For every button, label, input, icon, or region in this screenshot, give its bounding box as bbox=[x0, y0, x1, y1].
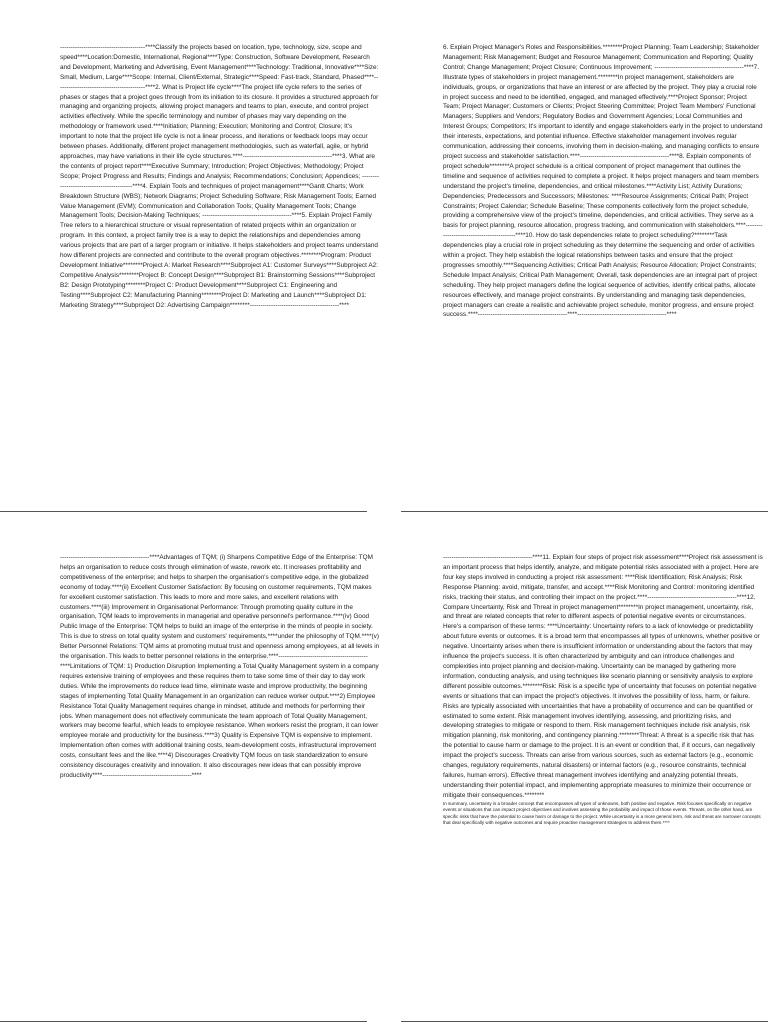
page-divider bbox=[401, 1021, 768, 1022]
page-top-left-text: ----------------------------------------****Classify the projects based on location, type, technology, size, scope and speed****Location:Domestic, International, Regional****Type: Construction, Software Development, Research and Development, Marketing and Advertising, Event Management****Technology: Traditional, Innovative****Size: Small, Medium, Large****Scope: Internal, Client/External, Strategic****Speed: Fast-track, Standard, Phased****------------------------------------------****2. What is Project life cycle****The project life cycle refers to the series of phases or stages that a project goes through from its initiation to its closure. It provides a structured approach for managing and organizing projects, allowing project managers and teams to plan, execute, and control project activities effectively. While the specific terminology and number of phases may vary depending on the methodology or framework used.****Initiation; Planning; Execution; Monitoring and Control; Closure; It's important to note that the project life cycle is not a linear process, and iterations or feedback loops may occur between phases. Additionally, different project management methodologies, such as waterfall, agile, or hybrid approaches, may have variations in their life cycle structures.****------------------------------------------****3. What are the contents of project report****Executive Summary; Introduction; Project Objectives; Methodology; Project Scope; Project Progress and Results; Findings and Analysis; Recommendations; Conclusion; Appendices; ------------------------------------------****4. Explain Tools and techniques of project management****Gantt Charts; Work Breakdown Structure (WBS); Network Diagrams; Project Scheduling Software; Risk Management Tools; Earned Value Management (EVM); Communication and Collaboration Tools; Quality Management Tools; Change Management Tools; Decision-Making Techniques; ------------------------------------------****5. Explain Project Family Tree refers to a hierarchical structure or visual representation of related projects within an organization or program. In this context, a project family tree is a way to depict the relationships and dependencies among various projects that are part of a larger program or initiative. It helps stakeholders and project teams understand how different projects are connected and contribute to the overall program objectives.********Program: Product Development Initiative********Project A: Market Research****Subproject A1: Customer Surveys****Subproject A2: Competitive Analysis********Project B: Concept Design****Subproject B1: Brainstorming Sessions****Subproject B2: Design Prototyping********Project C: Product Development****Subproject C1: Engineering and Testing****Subproject C2: Manufacturing Planning********Project D: Marketing and Launch****Subproject D1: Marketing Strategy****Subproject D2: Advertising Campaign********------------------------------------------**** bbox=[60, 44, 379, 309]
page-bottom-right-text: ------------------------------------------****11. Explain four steps of project risk assessment****Project risk assessment is an important process that helps identify, analyze, and mitigate potential risks associated with a project. Here are four key steps involved in conducting a project risk assessment: ****Risk Identification; Risk Analysis; Risk Response Planning: avoid, mitigate, transfer, and accept.****Risk Monitoring and Control: monitoring identified risks, tracking their status, and controlling their impact on the project.****------------------------------------------****12. Compare Uncertainty, Risk and Threat in project management********In project management, uncertainty, risk, and threat are related concepts that refer to different aspects of potential negative events or circumstances. Here's a comparison of these terms: ****Uncertainty: Uncertainty refers to a lack of knowledge or predictability about future events or outcomes. It is a broad term that encompasses all types of unknowns, whether positive or negative. Uncertainty arises when there is insufficient information or understanding about the factors that may influence the project's success. It is often characterized by ambiguity and can introduce challenges and complexities into project planning and decision-making. Uncertainty can be managed by gathering more information, conducting analysis, and using techniques like scenario planning or sensitivity analysis to explore different possible outcomes.********Risk: Risk is a specific type of uncertainty that focuses on potential negative events or situations that can impact the project's objectives. It involves the possibility of loss, harm, or failure. Risks are typically associated with uncertainties that have a probability of occurrence and can be quantified or estimated to some extent. Risk management involves identifying, assessing, and prioritizing risks, and developing strategies to mitigate or respond to them. Risk management techniques include risk analysis, risk mitigation planning, risk monitoring, and contingency planning.********Threat: A threat is a specific risk that has the potential to cause harm or damage to the project. It is an event or condition that, if it occurs, can negatively impact the project's success. Threats can arise from various sources, such as external factors (e.g., economic changes, regulatory requirements, natural disasters) or internal factors (e.g., resource constraints, technical failures, human errors). Effective threat management involves identifying and analyzing potential threats, understanding their potential impact, and implementing appropriate measures to minimize their occurrence or mitigate their consequences.******** bbox=[443, 554, 763, 799]
page-divider bbox=[401, 511, 768, 512]
page-bottom-left bbox=[60, 553, 380, 1003]
page-divider bbox=[0, 511, 367, 512]
page-divider bbox=[0, 1021, 367, 1022]
page-top-left bbox=[60, 43, 380, 495]
page-top-right bbox=[443, 43, 763, 495]
page-bottom-left-text: ------------------------------------------****Advantages of TQM; (i) Sharpens Competitive Edge of the Enterprise: TQM helps an organisation to reduce costs through elimination of waste, rework etc. It increases profitability and competitiveness of the enterprise; and helps to sharpen the organisation's competitive edge, in the globalized economy of today.****(ii) Excellent Customer Satisfaction: By focusing on customer requirements, TQM makes for excellent customer satisfaction. This leads to more and more sales, and excellent relations with customers.****(iii) Improvement in Organisational Performance: Through promoting quality culture in the organisation, TQM leads to improvements in managerial and operative personnel's performance.****(iv) Good Public Image of the Enterprise: TQM helps to build an image of the enterprise in the minds of people in society. This is due to stress on total quality system and customers' requirements,****under the philosophy of TQM.****(v) Better Personnel Relations: TQM aims at promoting mutual trust and openness among employees, at all levels in the organisation. This leads to better personnel relations in the enterprise.****------------------------------------------****Limitations of TQM: 1) Production Disruption Implementing a Total Quality Management system in a company requires extensive training of employees and these requires them to take some time of their day to day work duties. While the improvements do reduce lead time, eliminate waste and improve productivity, the beginning stages of implementing Total Quality Management in an organization can reduce worker output.****2) Employee Resistance Total Quality Management requires change in mindset, attitude and methods for performing their jobs. When management does not effectively communicate the team approach of Total Quality Management, workers may become fearful, which leads to employee resistance. When workers resist the program, it can lower employee morale and productivity for the business.****3) Quality is Expensive TQM is expensive to implement. Implementation often comes with additional training costs, team-development costs, infrastructural improvement costs, consultant fees and the like.****4) Discourages Creativity TQM focus on task standardization to ensure consistency discourages creativity and innovation. It also discourages new ideas that can possibly improve productivity****------------------------------------------**** bbox=[60, 554, 380, 779]
page-bottom-right bbox=[443, 553, 763, 1003]
page-bottom-right-summary: In summary, uncertainty is a broader concept that encompasses all types of unknowns, both positive and negative. Risk focuses specifically on negative events or situations that can impact project objectives and involves assessing the probability and impact of those events. Threats, on the other hand, are specific risks that have the potential to cause harm or damage to the project. While uncertainty is a more general term, risk and threat are narrower concepts that deal specifically with negative outcomes and require proactive management strategies to address them.**** bbox=[443, 800, 761, 826]
page-top-right-text: 6. Explain Project Manager's Roles and Responsibilities.********Project Planning; Team Leadership; Stakeholder Management; Risk Management; Budget and Resource Management; Communication and Reporting; Quality Control; Change Management; Project Closure; Continuous Improvement; ------------------------------------------****7. Illustrate types of stakeholders in project management.********In project management, stakeholders are individuals, groups, or organizations that have an interest or are affected by the project. They play a crucial role in project success and need to be identified, engaged, and managed effectively.****Project Sponsor; Project Team; Project Manager; Customers or Clients; Project Steering Committee; Project Team Members' Functional Managers; Suppliers and Vendors; Regulatory Bodies and Government Agencies; Local Communities and Interest Groups; Competitors; It's important to identify and engage stakeholders early in the project to understand their interests, expectations, and potential influence. Effective stakeholder management involves regular communication, addressing their concerns, involving them in decision-making, and managing conflicts to ensure project success and stakeholder satisfaction.****------------------------------------------****8. Explain components of project schedule********A project schedule is a critical component of project management that outlines the timeline and sequence of activities required to complete a project. It helps project managers and team members understand the project's timeline, dependencies, and critical milestones.****Activity List; Activity Durations; Dependencies; Predecessors and Successors; Milestones: ****Resource Assignments; Critical Path; Project Constraints; Project Calendar; Schedule Baseline; These components collectively form the project schedule, providing a comprehensive view of the project's timeline, dependencies, and critical activities. They serve as a basis for project planning, resource allocation, progress tracking, and communication with stakeholders.****------------------------------------------****10. How do task dependencies relate to project scheduling?********Task dependencies play a crucial role in project scheduling as they determine the sequencing and order of activities within a project. They help establish the logical relationships between tasks and ensure that the project progresses smoothly.****Sequencing Activities; Critical Path Analysis; Resource Allocation; Project Constraints; Schedule Impact Analysis; Critical Path Management; Overall, task dependencies are an integral part of project scheduling. They help project managers define the logical sequence of activities, identify critical paths, allocate resources effectively, and manage project constraints. By understanding and managing task dependencies, project managers can create a realistic and achievable project schedule, monitor progress, and ensure project success.****------------------------------------------****------------------------------------------**** bbox=[443, 44, 763, 319]
